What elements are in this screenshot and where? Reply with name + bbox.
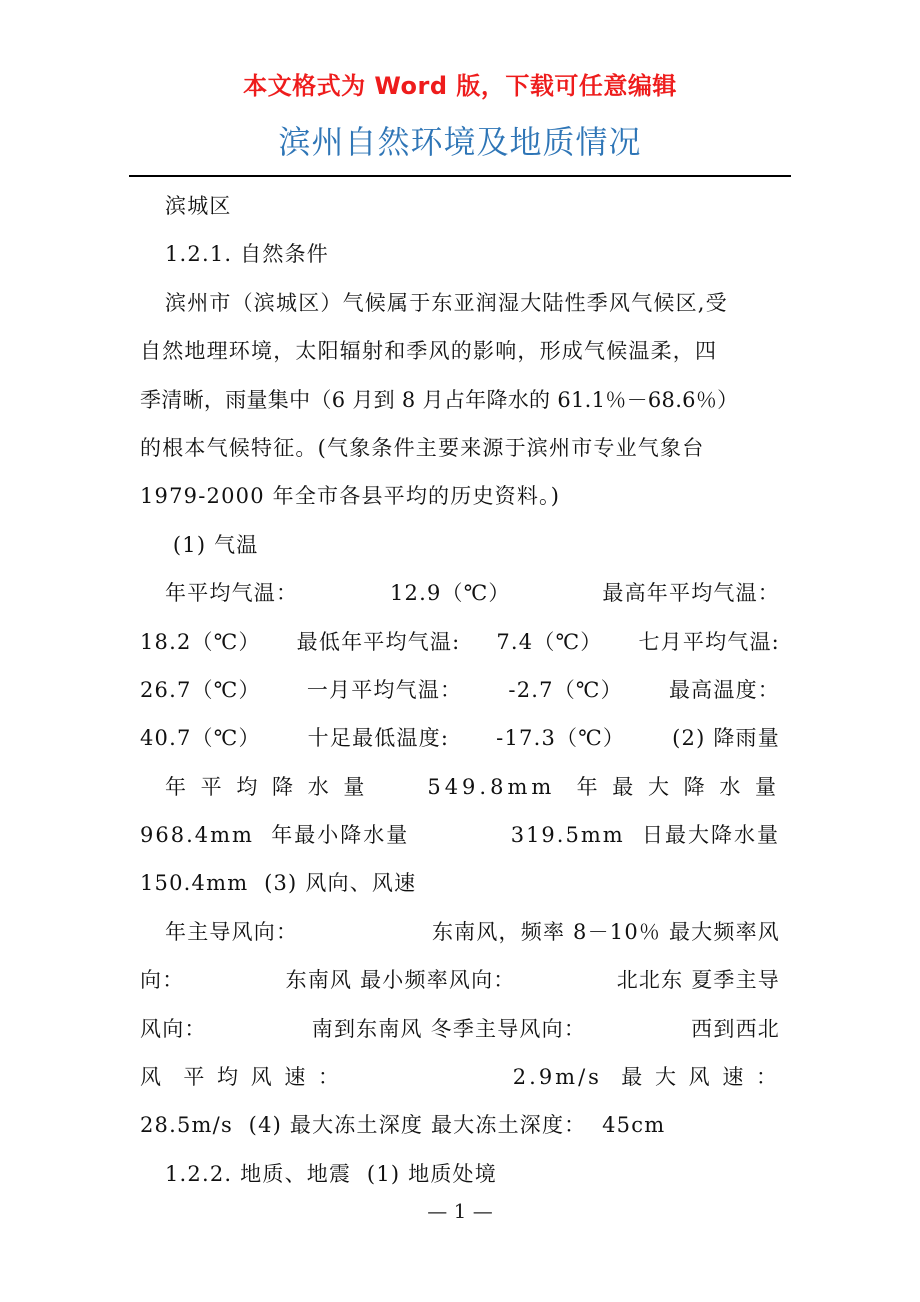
label-mean-wind-speed: 风 平 均 风 速 ： [140,1065,343,1090]
section-heading-bincheng [140,182,780,230]
value-max-temp: 40.7（℃） [140,726,261,751]
text-segment: 季清晰，雨量集中（6 月到 8 月占年降水的 61.1％－68.6％） [140,387,739,412]
document-title: 滨州自然环境及地质情况 [278,123,642,161]
label-absolute-min-temp: 十足最低温度: [307,726,450,751]
paragraph-line [140,376,780,424]
label-annual-dominant-wind: 年主导风向： [165,919,299,944]
value-annual-dominant-wind: 东南风，频率 8－10％ 最大频率风 [431,919,780,944]
label-january-mean-temp: 一月平均气温： [306,677,463,702]
data-line [140,811,780,859]
subsection-precipitation: (2) 降雨量 [672,726,780,751]
paragraph-line [140,424,780,472]
section-heading-1-2-2 [140,1150,780,1198]
data-line [140,618,780,666]
value-min-frequency-wind: 北北东 夏季主导 [616,968,780,993]
data-line [140,763,780,811]
label-max-temp: 最高温度： [668,677,780,702]
text-segment: 滨州市（滨城区）气候属于东亚润湿大陆性季风气候区,受 [165,290,728,315]
value-annual-max-precip: 968.4mm 年最小降水量 [140,823,410,848]
section-heading-1-2-1 [140,230,780,278]
value-annual-mean-precip: 549.8mm 年 最 大 降 水 量 [427,774,780,799]
data-line [140,1101,780,1149]
label-july-mean-temp: 七月平均气温: [638,629,780,654]
data-line [140,1053,780,1101]
data-line [140,956,780,1004]
text-segment: 1.2.1. 自然条件 [165,242,329,267]
label-annual-mean-temp: 年平均气温： [165,581,299,606]
format-notice: 本文格式为 Word 版，下载可任意编辑 [243,72,677,100]
label-annual-mean-precip: 年 平 均 降 水 量 [165,774,369,799]
text-segment: 1979-2000 年全市各县平均的历史资料。) [140,484,561,509]
value-annual-min-precip: 319.5mm 日最大降水量 [510,823,780,848]
text-segment: 滨城区 [165,194,232,218]
label-max-frequency-wind: 向： [140,968,185,993]
data-line [140,1005,780,1053]
label-summer-dominant-wind: 风向： [140,1016,207,1041]
value-highest-annual-mean-temp: 18.2（℃） [140,629,261,654]
paragraph-line [140,327,780,375]
value-absolute-min-temp: -17.3（℃） [496,726,626,751]
value-summer-dominant-wind: 南到东南风 冬季主导风向： [311,1016,587,1041]
value-lowest-annual-mean-temp: 7.4（℃） [496,629,603,654]
text-segment: 1.2.2. 地质、地震 (1) 地质处境 [165,1161,497,1186]
label-highest-annual-mean-temp: 最高年平均气温： [602,581,780,606]
text-segment: (1) 气温 [165,532,259,557]
data-line [140,666,780,714]
page-number: — 1 — [427,1199,493,1223]
value-daily-max-precip: 150.4mm (3) 风向、风速 [140,871,417,896]
text-segment: 自然地理环境，太阳辐射和季风的影响，形成气候温柔，四 [140,339,718,364]
value-mean-wind-speed: 2.9m/s 最 大 风 速 ： [512,1065,780,1090]
data-line [140,569,780,617]
title-divider [129,175,791,177]
value-july-mean-temp: 26.7（℃） [140,677,261,702]
label-lowest-annual-mean-temp: 最低年平均气温: [296,629,461,654]
subsection-temperature [140,521,780,569]
data-line [140,714,780,762]
value-annual-mean-temp: 12.9（℃） [389,581,511,606]
paragraph-line [140,279,780,327]
text-segment: 的根本气候特征。(气象条件主要来源于滨州市专业气象台 [140,435,705,460]
value-winter-dominant-wind: 西到西北 [691,1016,780,1041]
value-january-mean-temp: -2.7（℃） [508,677,623,702]
data-line [140,859,780,907]
data-line [140,908,780,956]
value-max-frequency-wind: 东南风 最小频率风向： [285,968,516,993]
paragraph-line [140,472,780,520]
document-body [140,182,780,1198]
value-max-wind-speed-and-frozen-soil: 28.5m/s (4) 最大冻土深度 最大冻土深度： 45cm [140,1113,666,1138]
